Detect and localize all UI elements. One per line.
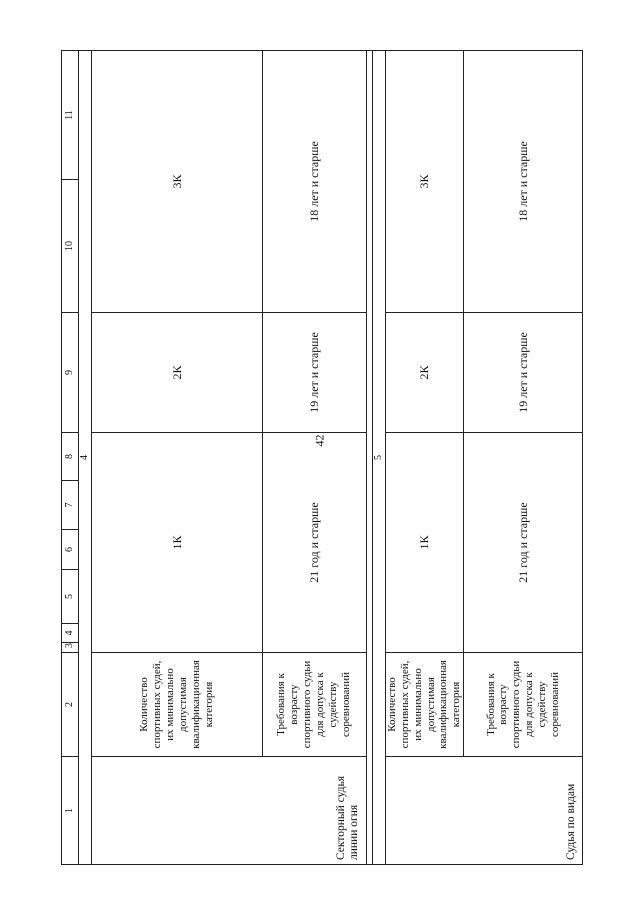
column-number: 9 <box>62 313 79 433</box>
judge-type: Судья по видам <box>385 757 583 865</box>
column-number: 2 <box>62 653 79 757</box>
age-value-3: 18 лет и старше <box>464 51 583 313</box>
category-value-1: 1К <box>385 433 464 653</box>
category-value-2: 2К <box>385 313 464 433</box>
table-row <box>91 51 262 865</box>
column-number: 10 <box>62 180 79 313</box>
column-number: 11 <box>62 51 79 180</box>
column-number-row <box>62 51 79 865</box>
column-number: 1 <box>62 757 79 865</box>
column-number: 8 <box>62 433 79 481</box>
age-value-2: 19 лет и старше <box>262 313 366 433</box>
column-number: 4 <box>62 624 79 643</box>
section-index-row <box>79 51 92 865</box>
row-label: Количество спортивных судей, их минимально допустимая квалификационная категория <box>385 653 464 757</box>
section-index: 4 <box>79 51 92 865</box>
column-number: 5 <box>62 570 79 624</box>
row-label: Требования к возрасту спортивного судьи для допуска к судейству соревнований <box>464 653 583 757</box>
age-value-2: 19 лет и старше <box>464 313 583 433</box>
column-number: 3 <box>62 643 79 653</box>
table-row <box>385 51 464 865</box>
category-value-3: 3К <box>385 51 464 313</box>
row-label: Количество спортивных судей, их минимально допустимая квалификационная категория <box>91 653 262 757</box>
table-row <box>262 51 366 865</box>
row-label: Требования к возрасту спортивного судьи для допуска к судейству соревнований <box>262 653 366 757</box>
column-number: 6 <box>62 530 79 570</box>
age-value-1: 21 год и старше <box>262 433 366 653</box>
table-row <box>464 51 583 865</box>
age-value-3: 18 лет и старше <box>262 51 366 313</box>
section-index: 5 <box>372 51 385 865</box>
category-value-3: 3К <box>91 51 262 313</box>
category-value-1: 1К <box>91 433 262 653</box>
judges-table <box>61 50 583 865</box>
column-number: 7 <box>62 481 79 530</box>
page-number: 42 <box>312 434 327 447</box>
category-value-2: 2К <box>91 313 262 433</box>
rotated-table-container <box>61 51 577 865</box>
judge-type: Секторный судья линии огня <box>91 757 366 865</box>
age-value-1: 21 год и старше <box>464 433 583 653</box>
section-index-row <box>372 51 385 865</box>
